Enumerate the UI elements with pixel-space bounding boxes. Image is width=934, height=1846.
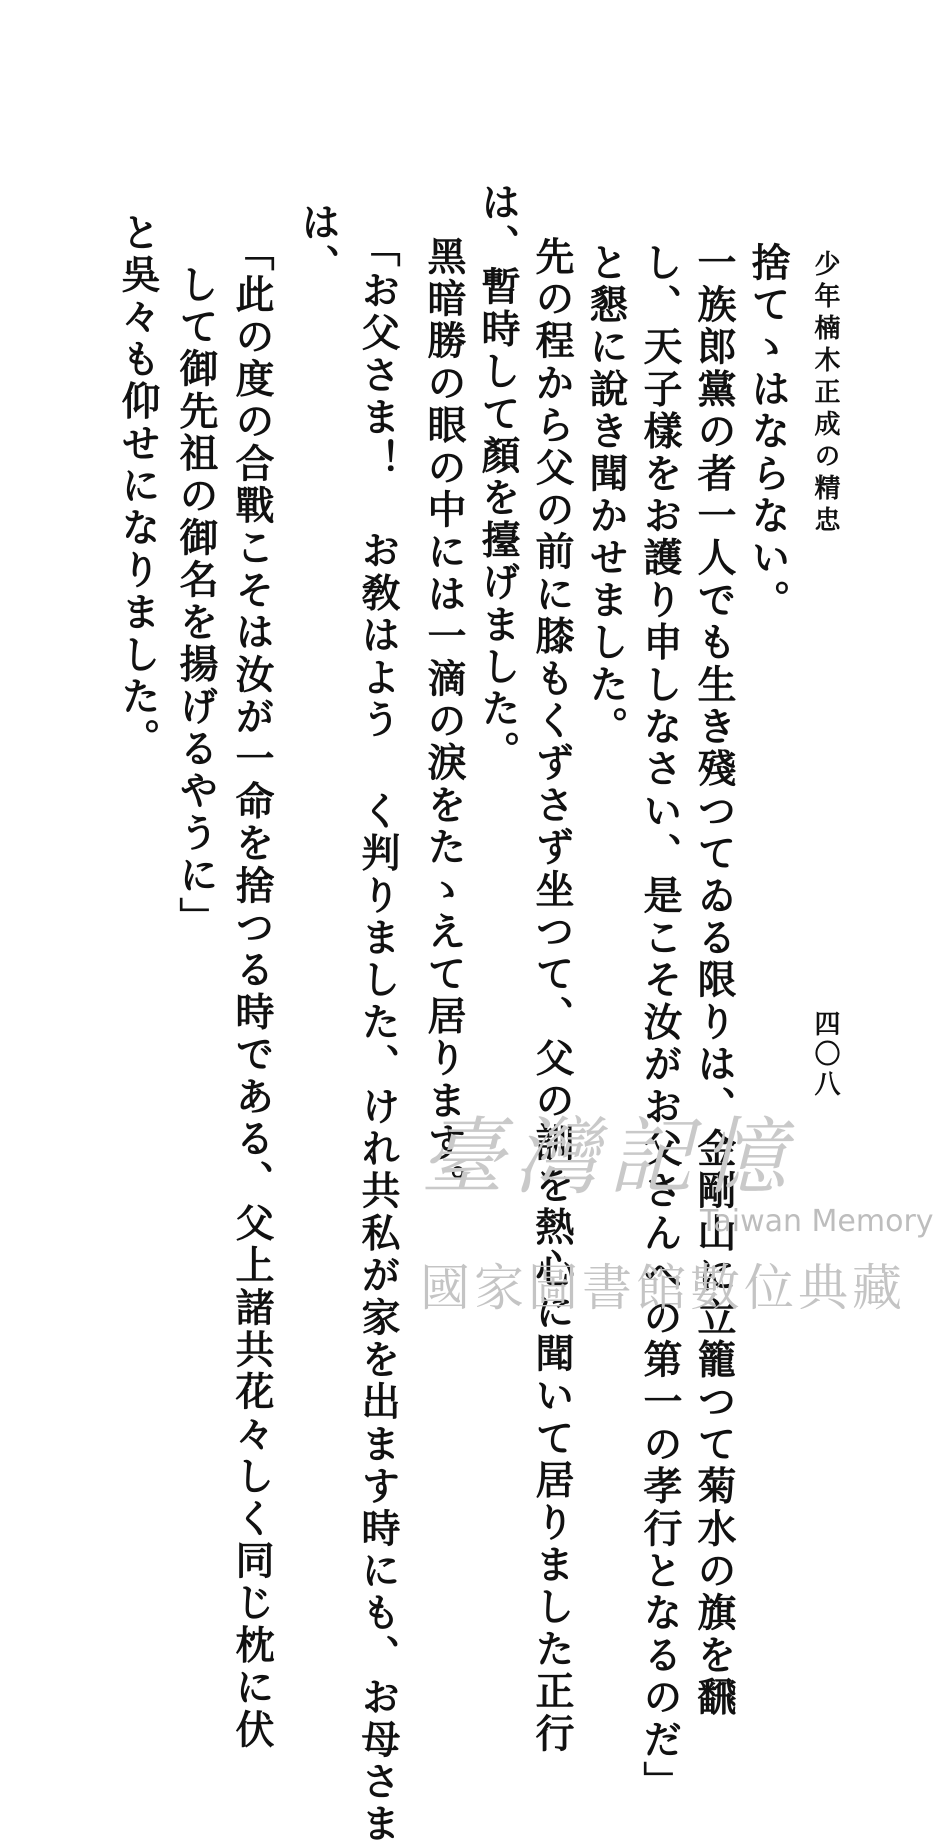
- body-line-7: 黑暗勝の眼の中には一滴の淚をたゝえて居ります。: [421, 236, 467, 1207]
- body-line-1: 捨てゝはならない。: [745, 242, 791, 622]
- body-line-8: 「お父さま！ お敎はよう く判りました、けれ共私が家を出ます時にも、お母さま: [355, 228, 401, 1846]
- page-number: 四〇八: [810, 1010, 840, 1100]
- running-header-title: 少年楠木正成の精忠: [810, 250, 840, 538]
- body-line-3: し、天子樣をお護り申しなさい、是こそ汝がお父さんへの第一の孝行となるのだ」: [637, 242, 683, 1804]
- body-line-4: と懇に說き聞かせました。: [583, 242, 629, 749]
- body-line-6: は、暫時して顏を擡げました。: [475, 182, 521, 773]
- body-line-5: 先の程から父の前に膝もくずさず坐つて、父の訓を熱心に聞いて居りました正行: [529, 236, 575, 1756]
- watermark-english: Taiwan Memory: [700, 1204, 934, 1239]
- body-line-11: して御先祖の御名を揚げるやうに」: [173, 264, 219, 940]
- watermark-library: 國家圖書館數位典藏: [420, 1259, 906, 1317]
- body-line-10: 「此の度の合戰こそは汝が一命を捨つる時である、父上諸共花々しく同じ枕に伏: [229, 232, 275, 1752]
- body-line-12: と吳々も仰せになりました。: [115, 212, 161, 761]
- body-line-2: 一族郎黨の者一人でも生き殘つてゐる限りは、金剛山に立籠つて菊水の旗を飜: [691, 242, 737, 1719]
- body-line-9: は、: [295, 202, 341, 287]
- watermark-logo: 臺灣記憶: [420, 1108, 797, 1206]
